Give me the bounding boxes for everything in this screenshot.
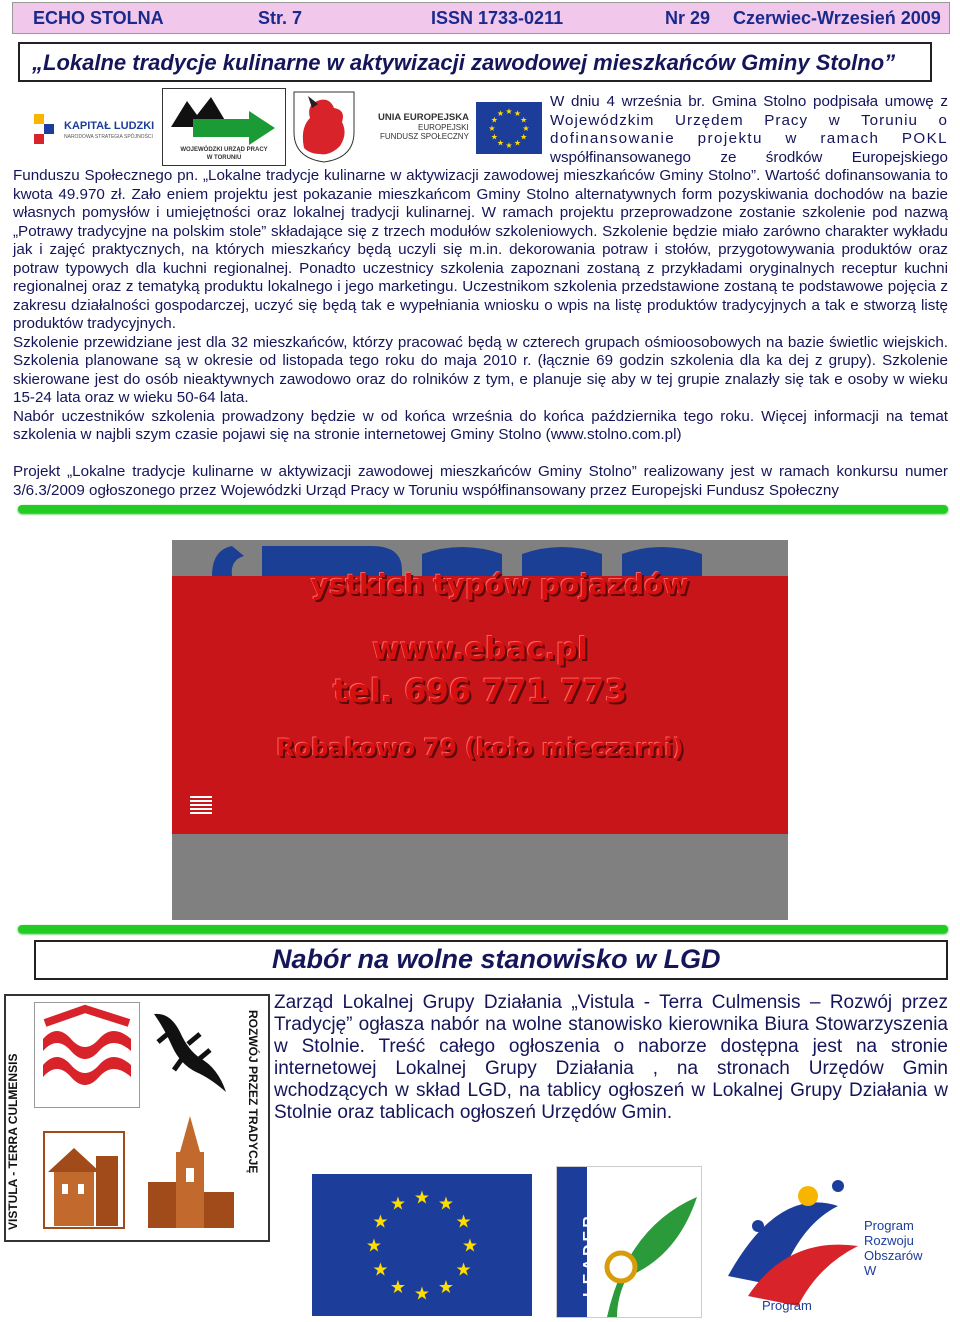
vistula-logo-left-text: VISTULA - TERRA CULMENSIS [6,1053,20,1230]
leader-leaf-icon [587,1167,701,1317]
article-paragraph: Szkolenie przewidziane jest dla 32 mieszkańców, którzy pracować będą w czterech grupach ośmioosobowych na bazie świetlic wiejskich. Szkolenia planowane są w okresie od listopada tego roku do maja 2010 r. (łącznie 69 godzin szkolenia dla ka dej z grupy). Szkolenie skierowane jest do osób nieaktywnych zawodowo oraz do rolników z tym, e planuje się aby w tej grupie znalazły się tak e osoby w wieku 15-24 lata oraz w wieku 50-64 lata. [13,333,948,406]
leader-label: LEADER [581,1213,598,1297]
eu-star-icon: ★ [389,1276,407,1297]
ad-website: www.ebac.pl [372,632,588,667]
church-tower-icon [140,1112,240,1232]
prow-logo [718,1166,958,1316]
intro-line: dofinansowanie projektu w ramach POKL [550,130,948,147]
eu-star-icon: ★ [505,106,513,116]
lgd-title-box [34,940,948,980]
eu-star-icon: ★ [455,1259,472,1280]
kapital-ludzki-logo [30,106,156,150]
eu-star-icon: ★ [372,1211,389,1232]
prow-line: W [864,1263,877,1278]
eu-star-icon: ★ [488,123,496,133]
vistula-logo-right-text: ROZWÓJ PRZEZ TRADYCJĘ [246,1010,260,1174]
eu-star-icon: ★ [513,138,522,148]
issue-date: Czerwiec-Wrzesień 2009 [733,8,941,28]
eu-star-icon: ★ [520,132,528,142]
eu-star-icon: ★ [455,1211,472,1232]
eu-star-icon: ★ [496,109,505,119]
section-divider [18,505,948,513]
leader-logo [556,1166,702,1318]
wave-emblem-icon [34,1002,140,1108]
eu-star-icon: ★ [490,132,498,142]
prow-text-box [864,1218,954,1314]
page-header [12,2,950,34]
advertisement [172,540,788,920]
article-title: „Lokalne tradycje kulinarne w aktywizacji zawodowej mieszkańców Gminy Stolno” [32,50,896,75]
page-number: Str. 7 [258,8,303,28]
eu-star-icon: ★ [505,140,513,150]
eu-star-icon: ★ [413,1283,431,1304]
castle-icon [34,1112,134,1232]
coat-of-arms-icon [290,88,358,164]
ad-phone: tel. 696 771 773 [333,672,627,710]
ue-line2: EUROPEJSKI [418,123,469,132]
ad-address: Robakowo 79 (koło mieczarni) [276,734,684,762]
eu-star-icon: ★ [365,1235,383,1256]
eu-star-icon: ★ [522,123,530,133]
eu-star-icon: ★ [496,138,505,148]
eu-star-icon: ★ [413,1187,431,1208]
lgd-title: Nabór na wolne stanowisko w LGD [272,944,721,974]
vistula-logo [4,994,270,1242]
article-paragraph: Nabór uczestników szkolenia prowadzony będzie w od końca września do końca października tego roku. Więcej informacji na temat szkolenia w najbli szym czasie pojawi się na stronie internetowej Gminy Stolno (www.stolno.com.pl) [13,407,948,443]
intro-line: Wojewódzkim Urzędem Pracy w Toruniu o [550,111,948,129]
eu-star-icon: ★ [437,1276,455,1297]
issue-number: Nr 29 [665,8,711,28]
eu-star-icon: ★ [520,115,528,125]
issn: ISSN 1733-0211 [431,8,564,28]
prow-line: Program [864,1218,914,1233]
kapital-ludzki-title: KAPITAŁ LUDZKI [64,120,155,132]
intro-line: współfinansowanego ze środków Europejskiego [550,148,948,166]
article-paragraph: Funduszu Społecznego pn. „Lokalne tradycje kulinarne w aktywizacji zawodowej mieszkańców Gminy Stolno”. Wartość dofinansowania to kwota 49.970 zł. Zało eniem projektu jest pokazanie mieszkańcom Gminy Stolno alternatywnych form pozyskiwania dochodów na bazie własnych pomysłów i umiejętności oraz lokalnej tradycji kulinarnej. W ramach projektu przeprowadzone zostanie szkolenie pod nazwą „Potrawy tradycyjne na polskim stole” składające się z trzech modułów szkoleniowych. Szkolenie będzie miało zarówno charakter wykładu jak i zajęć praktycznych, na których mieszkańcy będą uczyli się m.in. dekorowania potraw i stołów, przygotowywania produktów oraz potraw typowych dla kuchni regionalnej. Ponadto uczestnicy szkolenia zapoznani zostaną z przykładami oryginalnych receptur kuchni regionalnej oraz z tematyką produktu lokalnego i jego marketingu. Uczestnikom szkolenia przedstawione zostaną te podstawowe pojęcia z zakresu działalności gospodarczej, uczyć się będą tak e wypełniania wniosku o wpis na listę produktów tradycyjnych a tak e stworzą listę produktów tradycyjnych. [13,167,948,332]
article-title-box [18,42,932,82]
kapital-ludzki-subtitle: NARODOWA STRATEGIA SPÓJNOŚCI [64,134,153,140]
eu-star-icon: ★ [513,109,522,119]
paper-name: ECHO STOLNA [33,8,164,28]
eu-star-icon: ★ [490,115,498,125]
eu-star-icon: ★ [461,1235,479,1256]
article-body [13,167,948,445]
prow-emblem-icon [718,1166,868,1316]
wup-logo [162,88,286,166]
eu-star-icon: ★ [372,1259,389,1280]
eu-flag-icon [476,102,542,154]
intro-line: W dniu 4 września br. Gmina Stolno podpisała umowę z [550,93,948,110]
eu-star-icon: ★ [389,1193,407,1214]
ad-noise-mark [190,794,212,814]
eu-flag-large-icon [312,1174,532,1316]
wup-city: W TORUNIU [206,155,242,161]
prow-bottom-label: Program [762,1298,812,1313]
salamander-icon [140,1002,240,1106]
ue-line3: FUNDUSZ SPOŁECZNY [380,132,469,141]
lgd-body: Zarząd Lokalnej Grupy Działania „Vistula - Terra Culmensis – Rozwój przez Tradycję” ogłasza nabór na wolne stanowisko kierownika Biura Stowarzyszenia w Stolnie. Treść całego ogłoszenia o naborze dostępna jest na stronie internetowej Lokalnej Grupy Działania , na stronach Urzędów Gmin wchodzących w skład LGD, na tablicy ogłoszeń w Lokalnej Grupy Działania w Stolnie oraz tablicach ogłoszeń Urzędów Gmin. [274,992,948,1123]
prow-line: Rozwoju [864,1233,914,1248]
ad-line-vehicles: ystkich typów pojazdów [310,568,690,601]
prow-line: Obszarów [864,1248,923,1263]
wup-label: WOJEWÓDZKI URZĄD PRACY [180,147,268,153]
section-divider [18,925,948,933]
article-footer-note: Projekt „Lokalne tradycje kulinarne w aktywizacji zawodowej mieszkańców Gminy Stolno” realizowany jest w ramach konkursu numer 3/6.3/2009 ogłoszonego przez Wojewódzki Urząd Pracy w Toruniu współfinansowany przez Europejski Fundusz Społeczny [13,463,948,499]
eu-star-icon: ★ [437,1193,455,1214]
ue-efs-label [378,112,472,152]
article-intro [550,93,948,167]
ue-line1: UNIA EUROPEJSKA [378,112,469,123]
